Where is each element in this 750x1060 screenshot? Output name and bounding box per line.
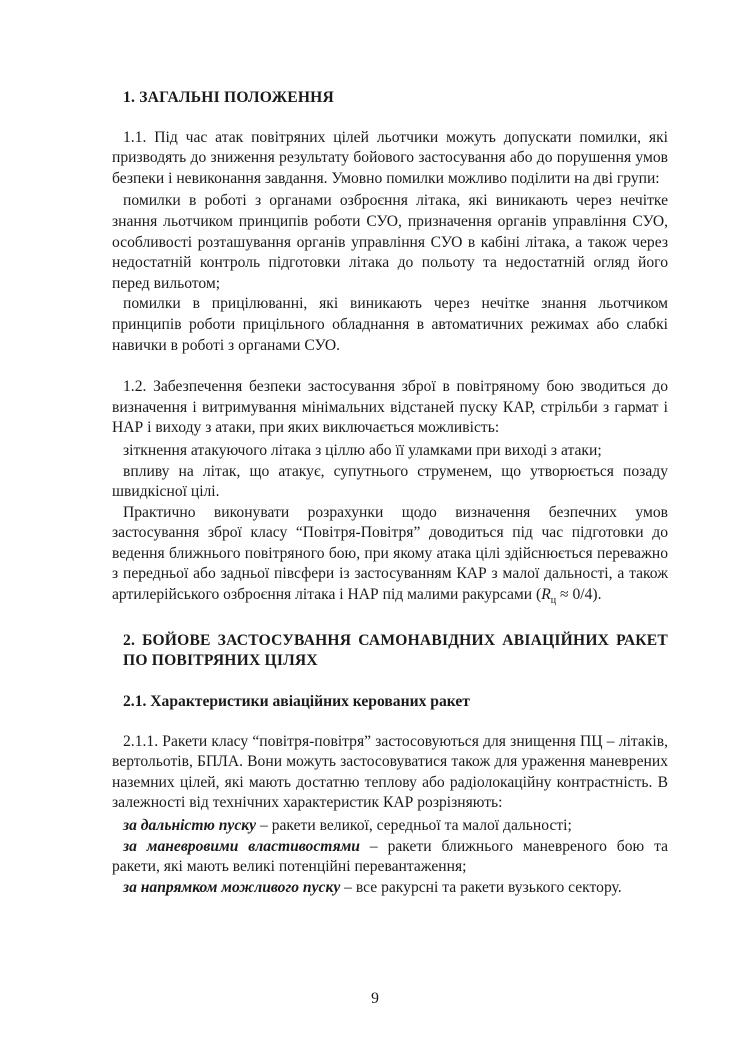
section-1-title: 1. ЗАГАЛЬНІ ПОЛОЖЕННЯ [123,89,334,106]
safety-risks-list [112,441,668,503]
list-term: за маневровими властивостями [123,837,360,855]
list-text: – ракети великої, середньої та малої дальності; [256,816,572,834]
missile-classification-list [112,816,668,898]
paragraph-practical [112,503,668,612]
list-item: впливу на літак, що атакує, супутнього струменем, що утворюється позаду швидкісної цілі. [112,462,668,501]
list-term: за напрямком можливого пуску [123,878,341,896]
list-text: – ракети ближнього маневреного бою та ракети, які мають великі потенційні перевантаження; [112,837,668,876]
list-item [112,837,668,878]
list-item [112,878,668,899]
list-item [112,816,668,837]
aspect-subscript: ц [550,595,557,607]
list-text: – все ракурсні та ракети вузького сектору. [340,878,622,896]
list-item: помилки в прицілюванні, які виникають через нечітке знання льотчиком принципів роботи прицільного обладнання в автоматичних режимах або слабкі навички в роботі з органами СУО. [112,295,668,354]
paragraph-1-2: 1.2. Забезпечення безпеки застосування зброї в повітряному бою зводиться до визначення і витримування мінімальних відстаней пуску КАР, стрільби з гармат і НАР і виходу з атаки, при яких виключається можливість: [112,378,668,437]
list-term: за дальністю пуску [123,816,257,834]
paragraph-text-end: ≈ 0/4). [556,586,602,604]
paragraph-1-1: 1.1. Під час атак повітряних цілей льотчики можуть допускати помилки, які призводять до зниження результату бойового застосування або до порушення умов безпеки і невиконання завдання. Умовно помилки можливо поділити на дві групи: [112,128,668,187]
paragraph-2-1-1: 2.1.1. Ракети класу “повітря-повітря” застосовуються для знищення ПЦ – літаків, вертольотів, БПЛА. Вони можуть застосовуватися також для ураження маневрених наземних цілей, які мають достатню теплову або радіолокаційну контрастність. В залежності від технічних характеристик КАР розрізняють: [112,732,668,812]
list-item: помилки в роботі з органами озброєння літака, які виникають через нечітке знання льотчиком принципів роботи СУО, призначення органів управління СУО, особливості розташування органів управління СУО в кабіні літака, а також через недостатній контроль підготовки літака до польоту та недостатній огляд його перед вильотом; [112,192,668,292]
section-2-title: 2. БОЙОВЕ ЗАСТОСУВАННЯ САМОНАВІДНИХ АВІАЦІЙНИХ РАКЕТ ПО ПОВІТРЯНИХ ЦІЛЯХ [123,631,668,670]
error-groups-list [112,191,668,356]
page-number: 9 [371,990,379,1007]
paragraph-text: Практично виконувати розрахунки щодо визначення безпечних умов застосування зброї класу “Повітря-Повітря” доводиться під час підготовки до ведення ближнього повітряного бою, при якому атака цілі здійснюється переважно з передньої або задньої півсфери із застосуванням КАР з малої дальності, а також артилерійського озброєння літака і НАР під малими ракурсами ( [112,503,668,604]
aspect-variable: R [541,586,551,604]
page-content [112,88,668,898]
list-item: зіткнення атакуючого літака з ціллю або її уламками при виході з атаки; [123,441,602,459]
subsection-2-1-title: 2.1. Характеристики авіаційних керованих ракет [123,692,470,710]
